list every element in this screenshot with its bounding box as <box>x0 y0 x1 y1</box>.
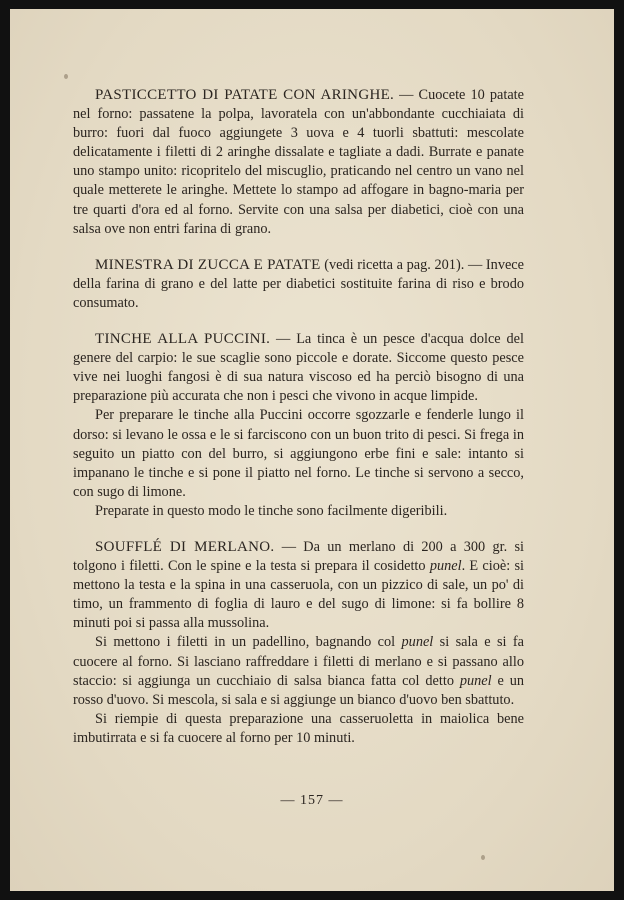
recipe <box>73 538 524 748</box>
recipe <box>73 86 524 239</box>
recipe-intro-paragraph <box>73 538 524 633</box>
recipe-title: PASTICCETTO DI PATATE CON ARINGHE. <box>95 87 395 103</box>
recipe-body-text: — Cuocete 10 patate nel forno: passatene la polpa, lavoratela con un'abbondante cucchiaiata di burro: fuori dal fuoco aggiungete 3 uova e 4 tuorli sbattuti: mescolate delicatamente i filetti di 2 aringhe dissalate e tagliate a dadi. Burrate e panate uno stampo unito: ricopritelo del miscuglio, praticando nel centro un vano nel quale metterete le aringhe. Mettete lo stampo ad affogare in bagno-maria per tre quarti d'ora ed al forno. Servite con una salsa per diabetici, cioè con una salsa ove non entri farina di grano. <box>73 87 524 237</box>
recipe-body-text: Preparate in questo modo le tinche sono facilmente digeribili. <box>95 502 448 519</box>
book-page <box>10 9 614 891</box>
recipe-text <box>73 86 524 748</box>
paper-blemish <box>481 855 485 860</box>
recipe-body-text: — La tinca è un pesce d'acqua dolce del genere del carpio: le sue scaglie sono piccole e dorate. Siccome questo pesce vive nei luoghi fangosi è di sua natura viscoso ed ha perciò bisogno di una preparazione più accurata che non i pesci che vivono in acque limpide. <box>73 331 524 405</box>
recipe-body-text: Si mettono i filetti in un padellino, bagnando col punel si sala e si fa cuocere al forno. Si lasciano raffreddare i filetti di merlano e si passano allo staccio: si aggiunga un cucchiaio di salsa bianca fatta col detto punel e un rosso d'uovo. Si mescola, si sala e si aggiunge un bianco d'uovo ben sbattuto. <box>73 634 524 708</box>
recipe <box>73 256 524 313</box>
recipe-paragraph <box>73 633 524 709</box>
recipe-body-text: — Da un merlano di 200 a 300 gr. si tolgono i filetti. Con le spine e la testa si prepara il cosidetto punel. E cioè: si mettono la testa e la spina in una casseruola, con un pizzico di sale, un po' di timo, un frammento di foglia di lauro e del sugo di limone: si fa bollire 8 minuti poi si passa alla mussolina. <box>73 538 525 632</box>
recipe-intro-paragraph <box>73 86 524 239</box>
recipe-body-text: Per preparare le tinche alla Puccini occorre sgozzarle e fenderle lungo il dorso: si levano le ossa e le si farciscono con un buon trito di pesci. Si frega in seguito un piatto con del burro, si aggiungono erbe fini e sale: intanto si impanano le tinche e si pone il piatto nel forno. Le tinche si servono a secco, con sugo di limone. <box>73 407 524 500</box>
recipe-paragraph <box>73 406 524 501</box>
page-number: — 157 — <box>280 793 344 808</box>
recipe-title: SOUFFLÉ DI MERLANO. <box>95 538 275 555</box>
recipe <box>73 330 524 521</box>
recipe-paragraph <box>73 502 524 521</box>
recipe-body-text: Si riempie di questa preparazione una casseruoletta in maiolica bene imbutirrata e si fa cuocere al forno per 10 minuti. <box>73 710 524 746</box>
recipe-body-text: (vedi ricetta a pag. 201). — Invece della farina di grano e del latte per diabetici sostituite farina di riso e brodo consumato. <box>73 256 524 311</box>
recipe-paragraph <box>73 710 524 748</box>
recipe-title: TINCHE ALLA PUCCINI. <box>95 331 271 348</box>
recipe-intro-paragraph <box>73 330 524 406</box>
recipe-title: MINESTRA DI ZUCCA E PATATE <box>95 256 321 273</box>
paper-blemish <box>64 74 68 79</box>
recipe-intro-paragraph <box>73 256 524 313</box>
